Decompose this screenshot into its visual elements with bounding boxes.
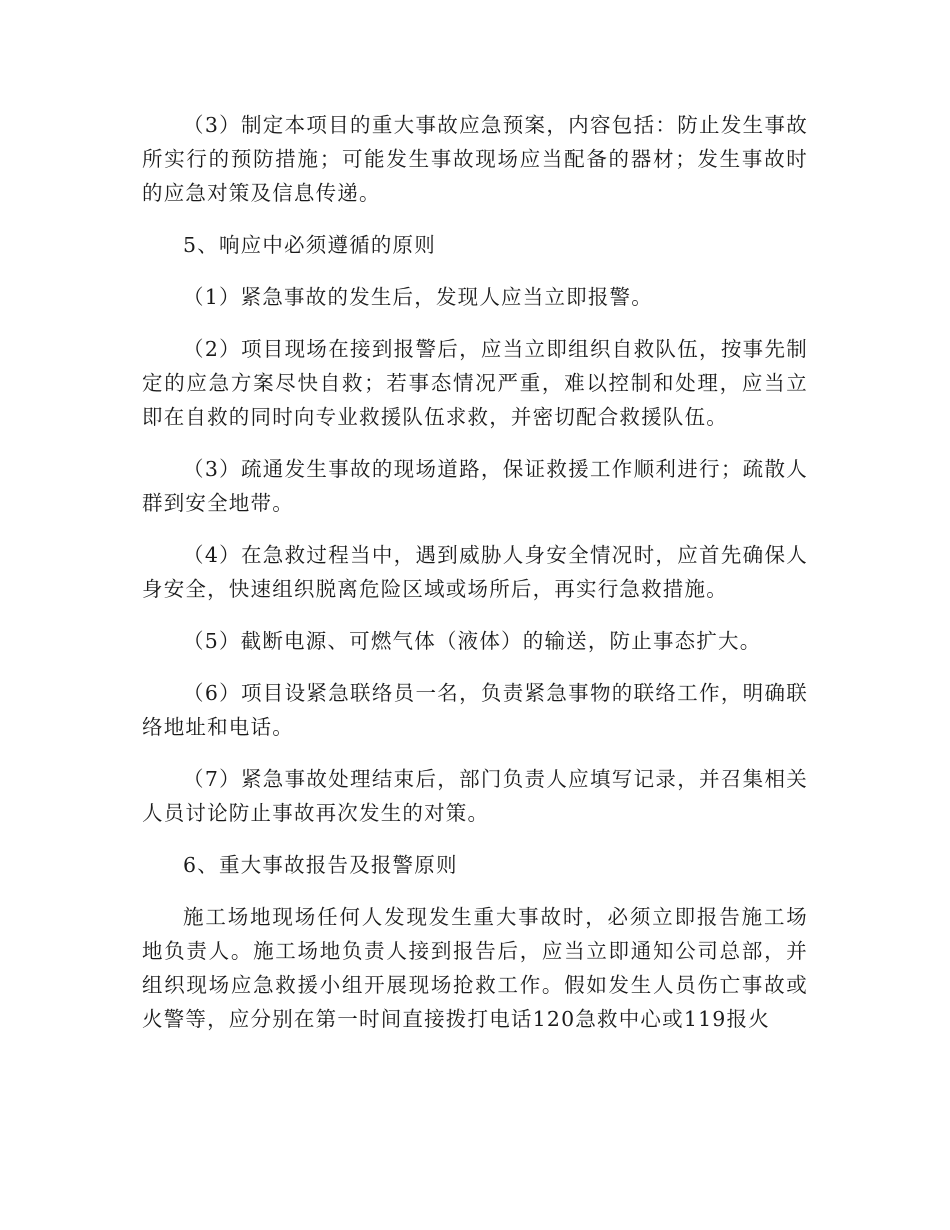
paragraph-principle-3: （3）疏通发生事故的现场道路，保证救援工作顺利进行；疏散人群到安全地带。	[142, 457, 808, 515]
paragraph-principle-4: （4）在急救过程当中，遇到威胁人身安全情况时，应首先确保人身安全，快速组织脱离危险区域或场所后，再实行急救措施。	[142, 543, 808, 601]
paragraph-principle-1: （1）紧急事故的发生后，发现人应当立即报警。	[183, 285, 653, 309]
paragraph-principle-7: （7）紧急事故处理结束后，部门负责人应填写记录，并召集相关人员讨论防止事故再次发生的对策。	[142, 767, 808, 825]
paragraph-principle-2: （2）项目现场在接到报警后，应当立即组织自救队伍，按事先制定的应急方案尽快自救；若事态情况严重，难以控制和处理，应当立即在自救的同时向专业救援队伍求救，并密切配合救援队伍。	[142, 337, 808, 429]
section-heading-response-principles: 5、响应中必须遵循的原则	[183, 233, 436, 257]
paragraph-accident-reporting: 施工场地现场任何人发现发生重大事故时，必须立即报告施工场地负责人。施工场地负责人接到报告后，应当立即通知公司总部，并组织现场应急救援小组开展现场抢救工作。假如发生人员伤亡事故或火警等，应分别在第一时间直接拨打电话120急救中心或119报火	[142, 905, 808, 1031]
paragraph-emergency-plan: （3）制定本项目的重大事故应急预案，内容包括：防止发生事故所实行的预防措施；可能发生事故现场应当配备的器材；发生事故时的应急对策及信息传递。	[142, 113, 808, 205]
section-heading-accident-reporting: 6、重大事故报告及报警原则	[183, 853, 458, 877]
paragraph-principle-5: （5）截断电源、可燃气体（液体）的输送，防止事态扩大。	[183, 629, 762, 653]
paragraph-principle-6: （6）项目设紧急联络员一名，负责紧急事物的联络工作，明确联络地址和电话。	[142, 681, 808, 739]
document-body	[142, 108, 808, 1036]
